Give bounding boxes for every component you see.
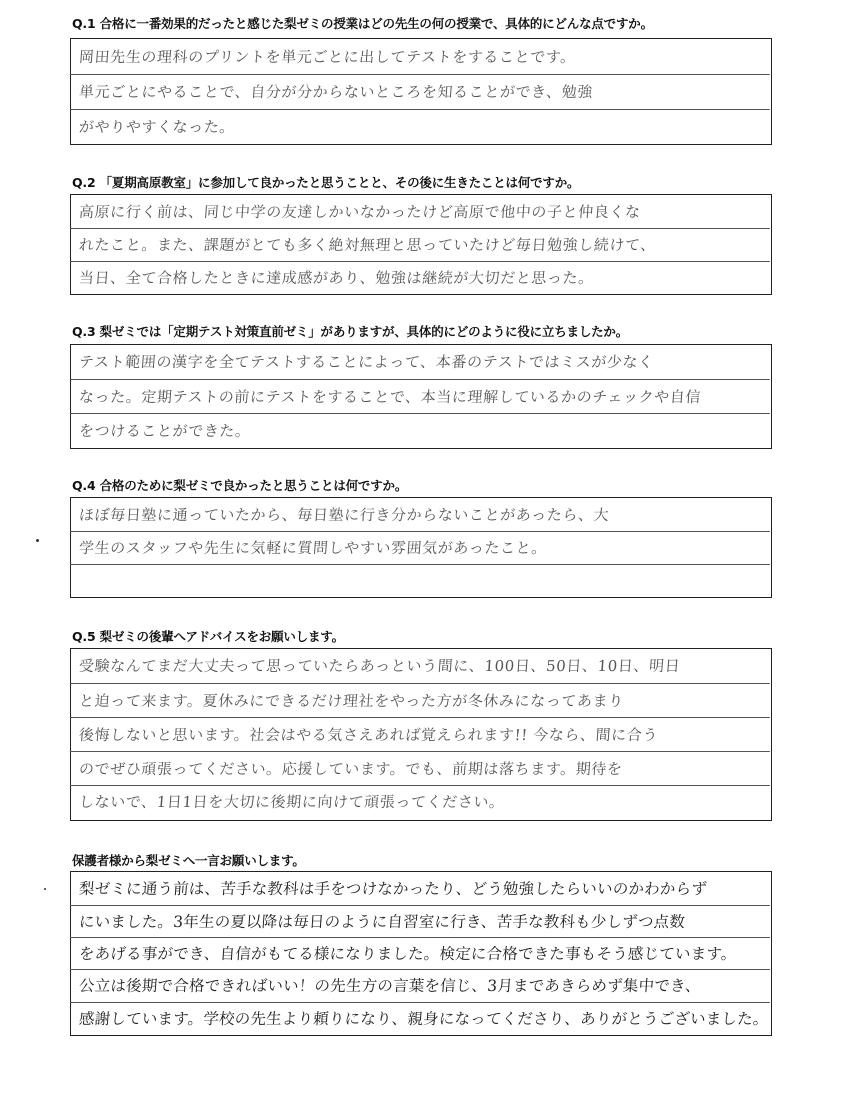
parent-comment-label: 保護者様から梨ゼミへ一言お願いします。 [72,853,305,868]
answer-line: 学生のスタッフや先生に気軽に質問しやすい雰囲気があったこと。 [70,532,772,565]
question-2-label: Q.2 「夏期高原教室」に参加して良かったと思うことと、その後に生きたことは何ですか。 [72,175,580,190]
parent-comment-box [70,871,772,1036]
question-5-label: Q.5 梨ゼミの後輩へアドバイスをお願いします。 [72,629,344,644]
answer-line: 公立は後期で合格できればいい！の先生方の言葉を信じ、3月まであきらめず集中でき、 [70,970,772,1003]
answer-line: をあげる事ができ、自信がもてる様になりました。検定に合格できた事もそう感じています。 [70,938,772,970]
answer-line: のでぜひ頑張ってください。応援しています。でも、前期は落ちます。期待を [70,752,772,786]
answer-line: 梨ゼミに通う前は、苦手な教科は手をつけなかったり、どう勉強したらいいのかわからず [70,872,772,906]
answer-line: 後悔しないと思います。社会はやる気さえあれば覚えられます!! 今なら、間に合う [70,718,772,752]
answer-box-3 [70,344,772,449]
answer-line: をつけることができた。 [78,422,252,440]
answer-box-1 [70,38,772,145]
scan-speck [44,888,46,890]
answer-line: しないで、1日1日を大切に後期に向けて頑張ってください。 [78,793,506,811]
answer-box-2 [70,194,772,295]
answer-line: がやりやすくなった。 [78,118,236,136]
answer-line: テスト範囲の漢字を全てテストすることによって、本番のテストではミスが少なく [70,345,772,380]
answer-line: なった。定期テストの前にテストをすることで、本当に理解しているかのチェックや自信 [70,380,772,414]
answer-line: れたこと。また、課題がとても多く絶対無理と思っていたけど毎日勉強し続けて、 [70,229,772,262]
scan-speck [36,539,39,542]
answer-line: 岡田先生の理科のプリントを単元ごとに出してテストをすることです。 [70,39,773,75]
answer-box-4 [70,497,772,598]
question-4-label: Q.4 合格のために梨ゼミで良かったと思うことは何ですか。 [72,478,408,493]
answer-box-5 [70,648,772,821]
answer-line: 高原に行く前は、同じ中学の友達しかいなかったけど高原で他中の子と仲良くな [70,195,772,229]
answer-line: 感謝しています。学校の先生より頼りになり、親身になってくださり、ありがとうございました。 [78,1010,770,1028]
answer-line: ほぼ毎日塾に通っていたから、毎日塾に行き分からないことがあったら、大 [70,498,772,532]
answer-line [70,565,772,597]
question-1-label: Q.1 合格に一番効果的だったと感じた梨ゼミの授業はどの先生の何の授業で、具体的にどんな点ですか。 [72,16,653,31]
answer-line: にいました。3年生の夏以降は毎日のように自習室に行き、苦手な教科も少しずつ点数 [70,906,772,938]
question-3-label: Q.3 梨ゼミでは「定期テスト対策直前ゼミ」がありますが、具体的にどのように役に立ちましたか。 [72,324,629,339]
answer-line: 単元ごとにやることで、自分が分からないところを知ることができ、勉強 [70,75,772,110]
answer-line: 受験なんてまだ大丈夫って思っていたらあっという間に、100日、50日、10日、明日 [70,649,772,684]
answer-line: 当日、全て合格したときに達成感があり、勉強は継続が大切だと思った。 [78,269,595,287]
answer-line: と迫って来ます。夏休みにできるだけ理社をやった方が冬休みになってあまり [70,684,772,718]
